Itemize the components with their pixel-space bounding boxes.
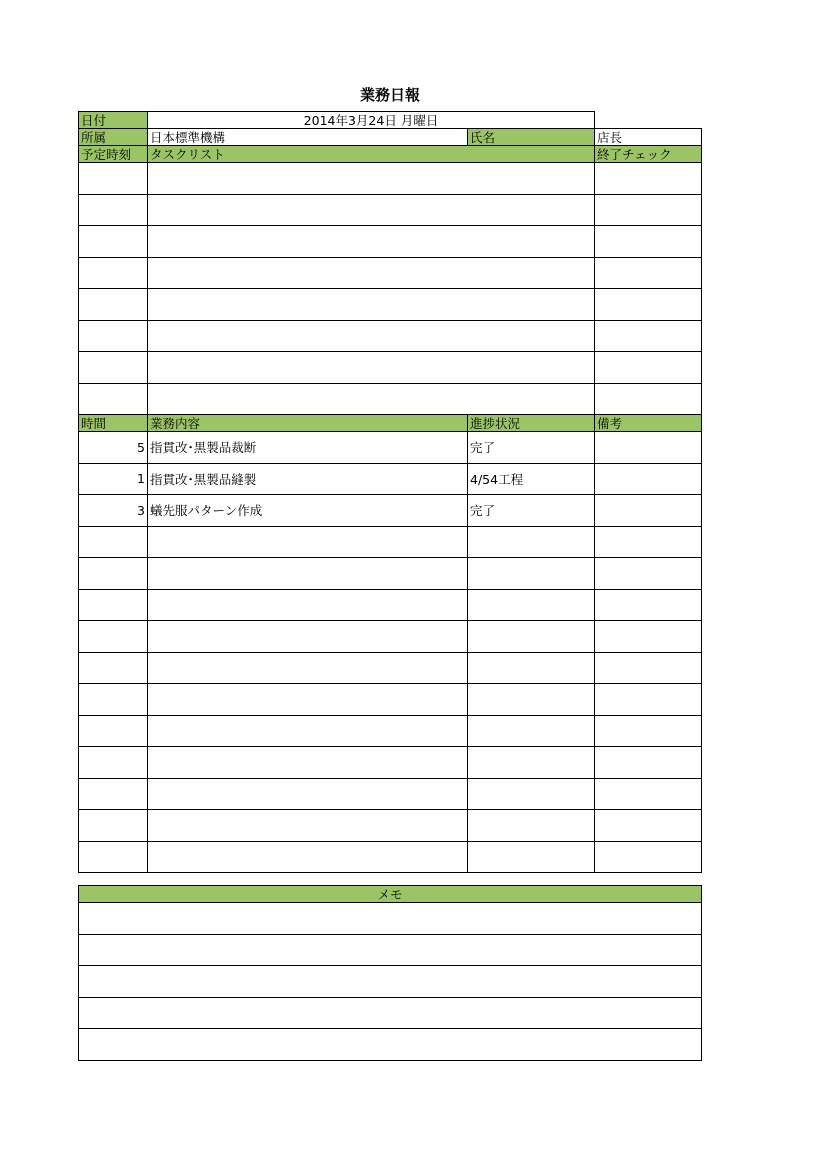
log-notes-cell[interactable] xyxy=(595,810,702,842)
task-time-cell[interactable] xyxy=(79,320,148,352)
log-progress-cell[interactable] xyxy=(468,715,595,747)
log-progress-cell[interactable] xyxy=(468,589,595,621)
log-progress-cell[interactable] xyxy=(468,652,595,684)
task-cell[interactable] xyxy=(148,226,595,258)
date-value[interactable]: 2014年3月24日 月曜日 xyxy=(148,112,595,129)
task-row xyxy=(79,194,702,226)
memo-header: メモ xyxy=(79,886,702,903)
log-notes-cell[interactable] xyxy=(595,589,702,621)
log-progress-cell[interactable] xyxy=(468,621,595,653)
log-notes-cell[interactable] xyxy=(595,715,702,747)
task-cell[interactable] xyxy=(148,257,595,289)
log-hours-cell[interactable] xyxy=(79,652,148,684)
log-content-cell[interactable]: 指貫改･黒製品縫製 xyxy=(148,463,468,495)
task-time-cell[interactable] xyxy=(79,226,148,258)
task-check-cell[interactable] xyxy=(595,352,702,384)
log-hours-cell[interactable] xyxy=(79,810,148,842)
log-row xyxy=(79,652,702,684)
log-notes-cell[interactable] xyxy=(595,652,702,684)
log-progress-cell[interactable] xyxy=(468,778,595,810)
task-time-cell[interactable] xyxy=(79,383,148,415)
task-row xyxy=(79,352,702,384)
log-notes-cell[interactable] xyxy=(595,463,702,495)
log-content-cell[interactable]: 蟻先服パターン作成 xyxy=(148,495,468,527)
log-content-cell[interactable] xyxy=(148,715,468,747)
task-time-cell[interactable] xyxy=(79,352,148,384)
task-row xyxy=(79,257,702,289)
memo-table xyxy=(78,885,702,1061)
memo-row xyxy=(79,966,702,998)
task-check-header: 終了チェック xyxy=(595,146,702,163)
task-time-cell[interactable] xyxy=(79,257,148,289)
task-time-cell[interactable] xyxy=(79,163,148,195)
memo-cell[interactable] xyxy=(79,934,702,966)
log-progress-cell[interactable] xyxy=(468,810,595,842)
log-content-header: 業務内容 xyxy=(148,415,468,432)
task-check-cell[interactable] xyxy=(595,383,702,415)
log-hours-cell[interactable]: 1 xyxy=(79,463,148,495)
dept-label: 所属 xyxy=(79,129,148,146)
log-content-cell[interactable] xyxy=(148,684,468,716)
log-progress-cell[interactable]: 完了 xyxy=(468,432,595,464)
task-time-header: 予定時刻 xyxy=(79,146,148,163)
log-hours-cell[interactable]: 5 xyxy=(79,432,148,464)
task-cell[interactable] xyxy=(148,320,595,352)
log-content-cell[interactable] xyxy=(148,778,468,810)
task-list-header: タスクリスト xyxy=(148,146,595,163)
log-hours-header: 時間 xyxy=(79,415,148,432)
log-notes-cell[interactable] xyxy=(595,432,702,464)
task-row xyxy=(79,163,702,195)
log-progress-cell[interactable] xyxy=(468,747,595,779)
name-label: 氏名 xyxy=(468,129,595,146)
log-progress-cell[interactable] xyxy=(468,684,595,716)
log-content-cell[interactable] xyxy=(148,589,468,621)
log-row xyxy=(79,432,702,464)
name-value[interactable]: 店長 xyxy=(595,129,702,146)
date-label: 日付 xyxy=(79,112,148,129)
log-hours-cell[interactable] xyxy=(79,747,148,779)
log-hours-cell[interactable] xyxy=(79,526,148,558)
log-notes-cell[interactable] xyxy=(595,621,702,653)
task-row xyxy=(79,383,702,415)
log-progress-cell[interactable] xyxy=(468,526,595,558)
log-content-cell[interactable] xyxy=(148,810,468,842)
task-row xyxy=(79,226,702,258)
log-hours-cell[interactable] xyxy=(79,715,148,747)
log-notes-cell[interactable] xyxy=(595,526,702,558)
task-check-cell[interactable] xyxy=(595,257,702,289)
log-hours-cell[interactable] xyxy=(79,558,148,590)
log-hours-cell[interactable] xyxy=(79,778,148,810)
log-notes-cell[interactable] xyxy=(595,747,702,779)
log-progress-cell[interactable]: 完了 xyxy=(468,495,595,527)
memo-cell[interactable] xyxy=(79,997,702,1029)
log-notes-cell[interactable] xyxy=(595,841,702,873)
log-hours-cell[interactable] xyxy=(79,621,148,653)
log-row xyxy=(79,715,702,747)
log-row xyxy=(79,841,702,873)
log-row xyxy=(79,526,702,558)
log-row xyxy=(79,463,702,495)
log-row xyxy=(79,558,702,590)
log-row xyxy=(79,684,702,716)
log-progress-cell[interactable] xyxy=(468,558,595,590)
task-row xyxy=(79,320,702,352)
memo-row xyxy=(79,903,702,935)
log-notes-cell[interactable] xyxy=(595,495,702,527)
log-content-cell[interactable] xyxy=(148,841,468,873)
log-row xyxy=(79,589,702,621)
memo-cell[interactable] xyxy=(79,1029,702,1061)
memo-cell[interactable] xyxy=(79,966,702,998)
log-row xyxy=(79,810,702,842)
memo-row xyxy=(79,1029,702,1061)
task-time-cell[interactable] xyxy=(79,289,148,321)
log-progress-header: 進捗状況 xyxy=(468,415,595,432)
log-row xyxy=(79,778,702,810)
task-check-cell[interactable] xyxy=(595,289,702,321)
task-check-cell[interactable] xyxy=(595,226,702,258)
task-row xyxy=(79,289,702,321)
dept-value[interactable]: 日本標準機構 xyxy=(148,129,468,146)
task-cell[interactable] xyxy=(148,352,595,384)
task-check-cell[interactable] xyxy=(595,320,702,352)
log-content-cell[interactable] xyxy=(148,621,468,653)
log-notes-cell[interactable] xyxy=(595,558,702,590)
log-progress-cell[interactable] xyxy=(468,841,595,873)
log-content-cell[interactable] xyxy=(148,526,468,558)
memo-row xyxy=(79,997,702,1029)
log-content-cell[interactable]: 指貫改･黒製品裁断 xyxy=(148,432,468,464)
task-check-cell[interactable] xyxy=(595,194,702,226)
task-cell[interactable] xyxy=(148,289,595,321)
date-blank xyxy=(595,112,702,129)
task-check-cell[interactable] xyxy=(595,163,702,195)
task-cell[interactable] xyxy=(148,163,595,195)
log-row xyxy=(79,747,702,779)
log-hours-cell[interactable] xyxy=(79,841,148,873)
log-content-cell[interactable] xyxy=(148,747,468,779)
log-hours-cell[interactable] xyxy=(79,589,148,621)
log-hours-cell[interactable] xyxy=(79,684,148,716)
log-row xyxy=(79,495,702,527)
memo-cell[interactable] xyxy=(79,903,702,935)
log-notes-header: 備考 xyxy=(595,415,702,432)
task-cell[interactable] xyxy=(148,383,595,415)
log-notes-cell[interactable] xyxy=(595,684,702,716)
report-title: 業務日報 xyxy=(359,86,420,104)
log-notes-cell[interactable] xyxy=(595,778,702,810)
memo-row xyxy=(79,934,702,966)
log-hours-cell[interactable]: 3 xyxy=(79,495,148,527)
task-time-cell[interactable] xyxy=(79,194,148,226)
task-cell[interactable] xyxy=(148,194,595,226)
log-content-cell[interactable] xyxy=(148,652,468,684)
log-content-cell[interactable] xyxy=(148,558,468,590)
log-row xyxy=(79,621,702,653)
report-table xyxy=(78,111,702,873)
log-progress-cell[interactable]: 4/54工程 xyxy=(468,463,595,495)
